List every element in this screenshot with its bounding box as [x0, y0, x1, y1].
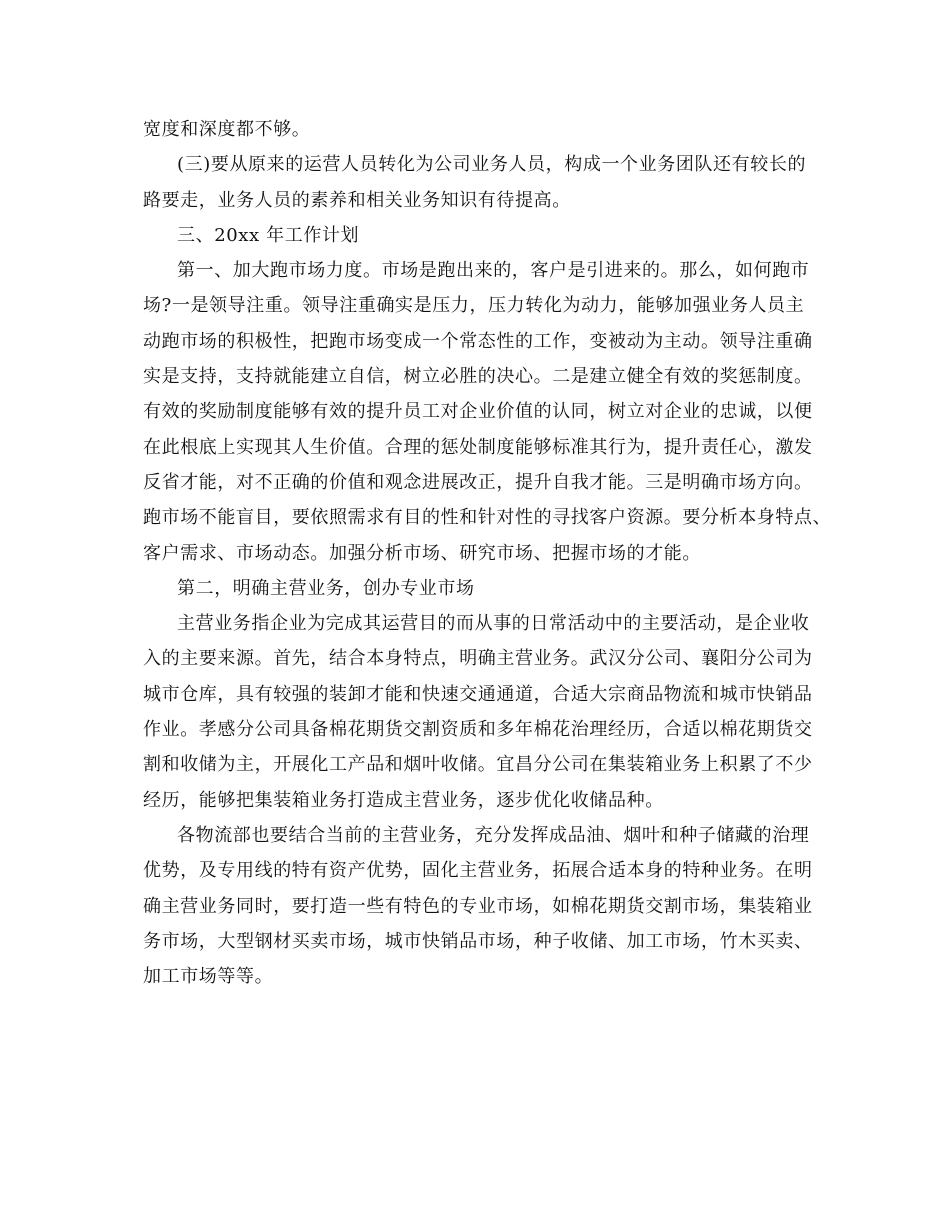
text-line: 宽度和深度都不够。	[143, 119, 311, 140]
text-line: 各物流部也要结合当前的主营业务，充分发挥成品油、烟叶和种子储藏的治理	[177, 824, 810, 846]
text-line: 割和收储为主，开展化工产品和烟叶收储。宜昌分公司在集装箱业务上积累了不少	[143, 754, 813, 776]
text-line: 务市场，大型钢材买卖市场，城市快销品市场，种子收储、加工市场，竹木买卖、	[143, 930, 813, 952]
text-line: 作业。孝感分公司具备棉花期货交割资质和多年棉花治理经历，合适以棉花期货交	[143, 719, 813, 741]
text-line: 入的主要来源。首先，结合本身特点，明确主营业务。武汉分公司、襄阳分公司为	[143, 648, 813, 670]
text-line: 三、20xx 年工作计划	[177, 224, 360, 246]
text-line: 主营业务指企业为完成其运营目的而从事的日常活动中的主要活动，是企业收	[177, 613, 810, 635]
text-line: 动跑市场的积极性，把跑市场变成一个常态性的工作，变被动为主动。领导注重确	[143, 330, 813, 352]
text-line: 第一、加大跑市场力度。市场是跑出来的，客户是引进来的。那么，如何跑市	[177, 260, 810, 282]
text-line: 经历，能够把集装箱业务打造成主营业务，逐步优化收储品种。	[143, 789, 664, 811]
text-line: 跑市场不能盲目，要依照需求有目的性和针对性的寻找客户资源。要分析本身特点、	[143, 507, 832, 529]
text-line: 第二，明确主营业务，创办专业市场	[177, 577, 475, 599]
body-text	[143, 112, 832, 994]
text-line: 确主营业务同时，要打造一些有特色的专业市场，如棉花期货交割市场，集装箱业	[143, 895, 813, 917]
text-line: (三)要从原来的运营人员转化为公司业务人员，构成一个业务团队还有较长的	[177, 154, 807, 176]
text-line: 路要走，业务人员的素养和相关业务知识有待提高。	[143, 189, 571, 211]
text-line: 在此根底上实现其人生价值。合理的惩处制度能够标准其行为，提升责任心，激发	[143, 436, 813, 458]
text-line: 优势，及专用线的特有资产优势，固化主营业务，拓展合适本身的特种业务。在明	[143, 860, 813, 882]
text-line: 客户需求、市场动态。加强分析市场、研究市场、把握市场的才能。	[143, 542, 701, 564]
text-line: 城市仓库，具有较强的装卸才能和快速交通通道，合适大宗商品物流和城市快销品	[143, 683, 813, 705]
text-line: 加工市场等等。	[143, 966, 274, 988]
text-line: 有效的奖励制度能够有效的提升员工对企业价值的认同，树立对企业的忠诚，以便	[143, 401, 813, 423]
text-line: 实是支持，支持就能建立自信，树立必胜的决心。二是建立健全有效的奖惩制度。	[143, 366, 813, 388]
text-line: 场?一是领导注重。领导注重确实是压力，压力转化为动力，能够加强业务人员主	[143, 295, 805, 317]
text-line: 反省才能，对不正确的价值和观念进展改正，提升自我才能。三是明确市场方向。	[143, 471, 813, 493]
